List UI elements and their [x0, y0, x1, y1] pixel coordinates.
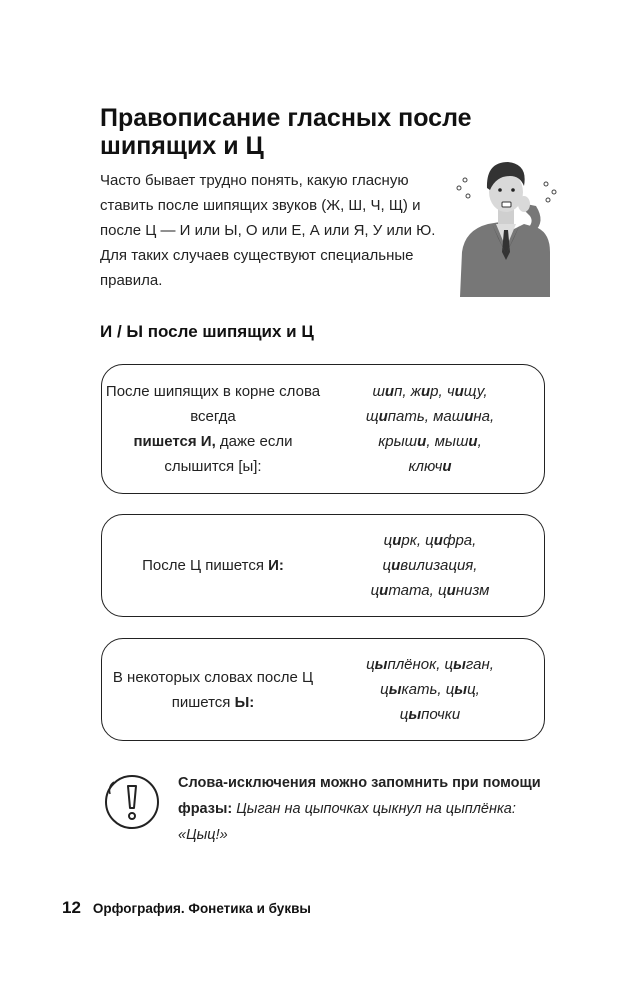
page-footer	[62, 898, 311, 918]
highlighted-vowel: и	[468, 433, 478, 450]
example-text: кать, ц	[401, 681, 455, 698]
example-line	[324, 379, 536, 404]
exclamation-icon	[102, 772, 162, 832]
example-text: ц	[399, 706, 409, 723]
example-line	[324, 404, 536, 429]
rule-box-shipyashchie	[101, 364, 545, 494]
rule-box-ts-i	[101, 514, 545, 617]
rule-lead: После шипящих в корне слова всегда	[105, 383, 321, 425]
rule-text	[102, 379, 324, 479]
highlighted-vowel: ы	[453, 656, 466, 673]
example-text: ,	[477, 433, 482, 450]
highlighted-vowel: ы	[374, 656, 388, 673]
example-text: р, ч	[430, 383, 455, 400]
example-line	[324, 553, 536, 578]
example-line	[324, 652, 536, 677]
rule-box-ts-y	[101, 638, 545, 741]
example-text: низм	[455, 582, 490, 599]
example-line	[324, 702, 536, 727]
rule-text	[102, 665, 324, 715]
rule-examples	[324, 652, 544, 727]
highlighted-vowel: и	[433, 532, 443, 549]
example-line	[324, 578, 536, 603]
example-text: ц	[380, 681, 389, 698]
rule-text	[102, 553, 324, 578]
highlighted-vowel: ы	[454, 681, 468, 698]
highlighted-vowel: и	[384, 383, 395, 400]
example-text: ц,	[467, 681, 480, 698]
rule-examples	[324, 379, 544, 479]
highlighted-vowel: и	[464, 408, 474, 425]
note-bold-text: Слова-исключения можно запомнить при помощи фразы:	[178, 775, 541, 817]
example-text: ц	[382, 557, 392, 574]
example-text: крыш	[378, 433, 418, 450]
intro-paragraph: Часто бывает трудно понять, какую гласную ставить после шипящих звуков (Ж, Ш, Ч, Щ) и после Ц — И или Ы, О или Е, А или Я, У или Ю. Для таких случаев существуют специальные правила.	[100, 172, 436, 289]
note-italic-text: Цыган на цыпочках цыкнул на цыплёнка: «Цыц!»	[178, 801, 516, 843]
highlighted-vowel: и	[379, 582, 389, 599]
example-text: щ	[365, 408, 379, 425]
highlighted-vowel: ы	[388, 681, 402, 698]
example-text: ключ	[408, 458, 443, 475]
rule-lead: В некоторых словах после Ц пишется	[112, 668, 314, 711]
highlighted-vowel: ы	[408, 706, 422, 723]
example-text: ган,	[465, 656, 494, 673]
example-text: на,	[473, 408, 495, 425]
rule-bold: И:	[268, 557, 284, 574]
example-text: п, ж	[394, 383, 421, 400]
page-number: 12	[62, 898, 81, 917]
thinking-man-illustration	[450, 152, 565, 297]
highlighted-vowel: и	[446, 582, 456, 599]
highlighted-vowel: и	[420, 383, 431, 400]
example-line	[324, 429, 536, 454]
highlighted-vowel: и	[378, 408, 388, 425]
example-line	[324, 454, 536, 479]
rule-bold: пишется И,	[133, 433, 216, 450]
example-text: вилизация,	[400, 557, 478, 574]
example-text: плёнок, ц	[387, 656, 454, 673]
rule-lead: После Ц пишется	[142, 557, 264, 574]
example-text: почки	[421, 706, 461, 723]
section-name: Орфография. Фонетика и буквы	[92, 901, 311, 916]
example-line	[324, 677, 536, 702]
rule-bold: Ы:	[234, 693, 255, 711]
highlighted-vowel: и	[442, 458, 452, 475]
section-subtitle: И / Ы после шипящих и Ц	[100, 322, 314, 341]
page-title: Правописание гласных после шипящих и Ц	[100, 104, 472, 160]
example-line	[324, 528, 536, 553]
highlighted-vowel: и	[454, 383, 464, 400]
rule-tail: даже если слышится [ы]:	[164, 433, 293, 475]
rule-examples	[324, 528, 544, 603]
exception-note	[178, 770, 558, 848]
example-text: ц	[370, 582, 380, 599]
example-text: тата, ц	[388, 582, 447, 599]
example-text: пать, маш	[387, 408, 465, 425]
example-text: , мыш	[426, 433, 469, 450]
example-text: ц	[366, 656, 375, 673]
example-text: фра,	[442, 532, 477, 549]
example-text: щу,	[463, 383, 488, 400]
highlighted-vowel: и	[391, 557, 401, 574]
highlighted-vowel: и	[417, 433, 427, 450]
example-text: ш	[372, 383, 385, 400]
example-text: рк, ц	[401, 532, 434, 549]
example-text: ц	[383, 532, 393, 549]
highlighted-vowel: и	[392, 532, 402, 549]
